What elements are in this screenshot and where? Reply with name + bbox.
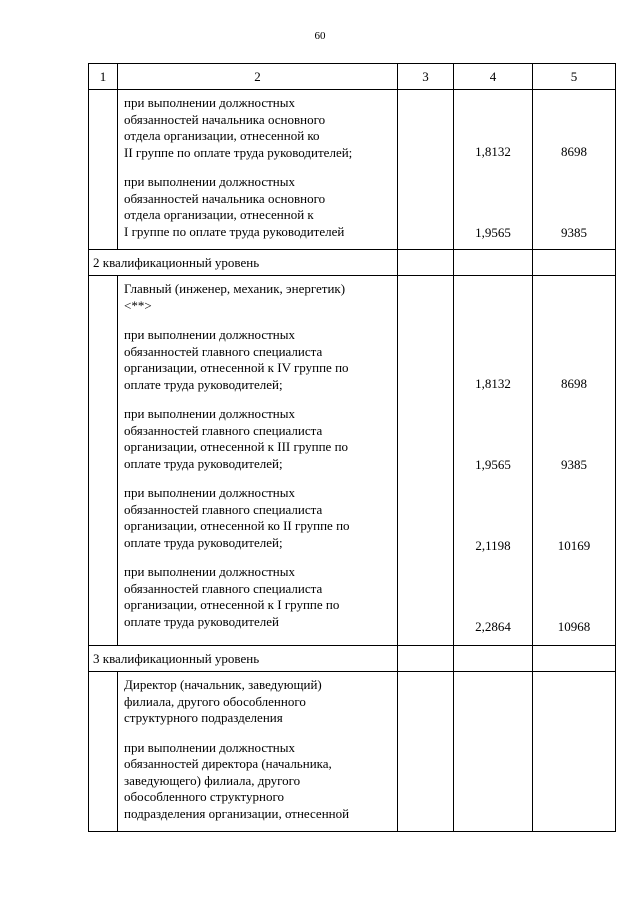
position-cell: [118, 90, 398, 250]
text-line: обязанностей главного специалиста: [124, 501, 323, 517]
text-line: филиала, другого обособленного: [124, 693, 306, 709]
text-line: организации, отнесенной к I группе по: [124, 597, 340, 612]
text-line: обязанностей главного специалиста: [124, 343, 323, 359]
empty-cell: [398, 672, 454, 832]
empty-cell: [533, 646, 616, 672]
text-line: структурного подразделения: [124, 710, 283, 725]
empty-cell: [398, 276, 454, 646]
coefficient-value: 1,9565: [475, 225, 511, 240]
empty-cell: [398, 646, 454, 672]
text-line: отдела организации, отнесенной ко: [124, 128, 320, 143]
qualification-level-row: [89, 646, 616, 672]
empty-cell: [454, 672, 533, 832]
empty-cell: [533, 672, 616, 832]
empty-cell: [398, 250, 454, 276]
table-row: [89, 672, 616, 832]
duty-paragraph: [124, 174, 393, 240]
text-line: оплате труда руководителей: [124, 613, 279, 629]
text-line: II группе по оплате труда руководителей;: [124, 144, 353, 160]
position-cell: [118, 276, 398, 646]
salary-value: 9385: [561, 457, 587, 472]
duty-paragraph: [124, 564, 393, 630]
text-line: I группе по оплате труда руководителей: [124, 223, 345, 239]
salary-value: 10169: [557, 538, 591, 553]
text-line: отдела организации, отнесенной к: [124, 207, 314, 222]
text-line: обязанностей главного специалиста: [124, 422, 323, 438]
qualification-level-row: [89, 250, 616, 276]
text-line: оплате труда руководителей;: [124, 376, 283, 392]
coefficient-cell: [454, 90, 533, 250]
position-title: [124, 281, 393, 314]
table-header-row: [89, 64, 616, 90]
text-line: заведующего) филиала, другого: [124, 772, 301, 788]
page-number: 60: [314, 30, 326, 42]
position-title: [124, 677, 393, 727]
text-line: обязанностей начальника основного: [124, 111, 326, 127]
empty-cell: [89, 672, 118, 832]
salary-value: 10968: [557, 619, 591, 634]
coefficient-value: 2,2864: [475, 619, 511, 634]
text-line: при выполнении должностных: [124, 485, 295, 500]
text-line: оплате труда руководителей;: [124, 534, 283, 550]
text-line: обязанностей главного специалиста: [124, 580, 323, 596]
header-cell: 5: [533, 64, 616, 90]
text-line: организации, отнесенной ко II группе по: [124, 518, 350, 533]
header-cell: 1: [89, 64, 118, 90]
empty-cell: [89, 276, 118, 646]
text-line: организации, отнесенной к IV группе по: [124, 360, 349, 375]
text-line: оплате труда руководителей;: [124, 455, 283, 471]
position-cell: [118, 672, 398, 832]
duty-paragraph: [124, 327, 393, 393]
empty-cell: [454, 646, 533, 672]
coefficient-value: 1,8132: [475, 144, 511, 159]
text-line: обособленного структурного: [124, 789, 284, 804]
empty-cell: [454, 250, 533, 276]
empty-cell: [533, 250, 616, 276]
coefficient-value: 1,9565: [475, 457, 511, 472]
text-line: при выполнении должностных: [124, 174, 295, 189]
text-line: организации, отнесенной к III группе по: [124, 439, 349, 454]
salary-value: 8698: [561, 376, 587, 391]
salary-value: 9385: [561, 225, 587, 240]
text-line: при выполнении должностных: [124, 327, 295, 342]
table-row: [89, 90, 616, 250]
salary-cell: [533, 276, 616, 646]
qualification-level-label: 3 квалификационный уровень: [89, 646, 398, 672]
duty-paragraph: [124, 95, 393, 161]
header-cell: 3: [398, 64, 454, 90]
salary-table: [88, 63, 616, 832]
text-line: Директор (начальник, заведующий): [124, 677, 322, 692]
header-cell: 2: [118, 64, 398, 90]
text-line: Главный (инженер, механик, энергетик): [124, 281, 346, 296]
empty-cell: [89, 90, 118, 250]
text-line: подразделения организации, отнесенной: [124, 805, 350, 821]
duty-paragraph: [124, 740, 393, 823]
text-line: обязанностей начальника основного: [124, 190, 326, 206]
salary-value: 8698: [561, 144, 587, 159]
coefficient-cell: [454, 276, 533, 646]
text-line: при выполнении должностных: [124, 739, 295, 755]
table-row: [89, 276, 616, 646]
text-line: <**>: [124, 297, 152, 313]
duty-paragraph: [124, 485, 393, 551]
salary-cell: [533, 90, 616, 250]
text-line: при выполнении должностных: [124, 564, 295, 579]
text-line: обязанностей директора (начальника,: [124, 756, 332, 771]
empty-cell: [398, 90, 454, 250]
duty-paragraph: [124, 406, 393, 472]
text-line: при выполнении должностных: [124, 95, 295, 110]
qualification-level-label: 2 квалификационный уровень: [89, 250, 398, 276]
header-cell: 4: [454, 64, 533, 90]
text-line: при выполнении должностных: [124, 406, 295, 421]
coefficient-value: 2,1198: [475, 538, 511, 553]
coefficient-value: 1,8132: [475, 376, 511, 391]
